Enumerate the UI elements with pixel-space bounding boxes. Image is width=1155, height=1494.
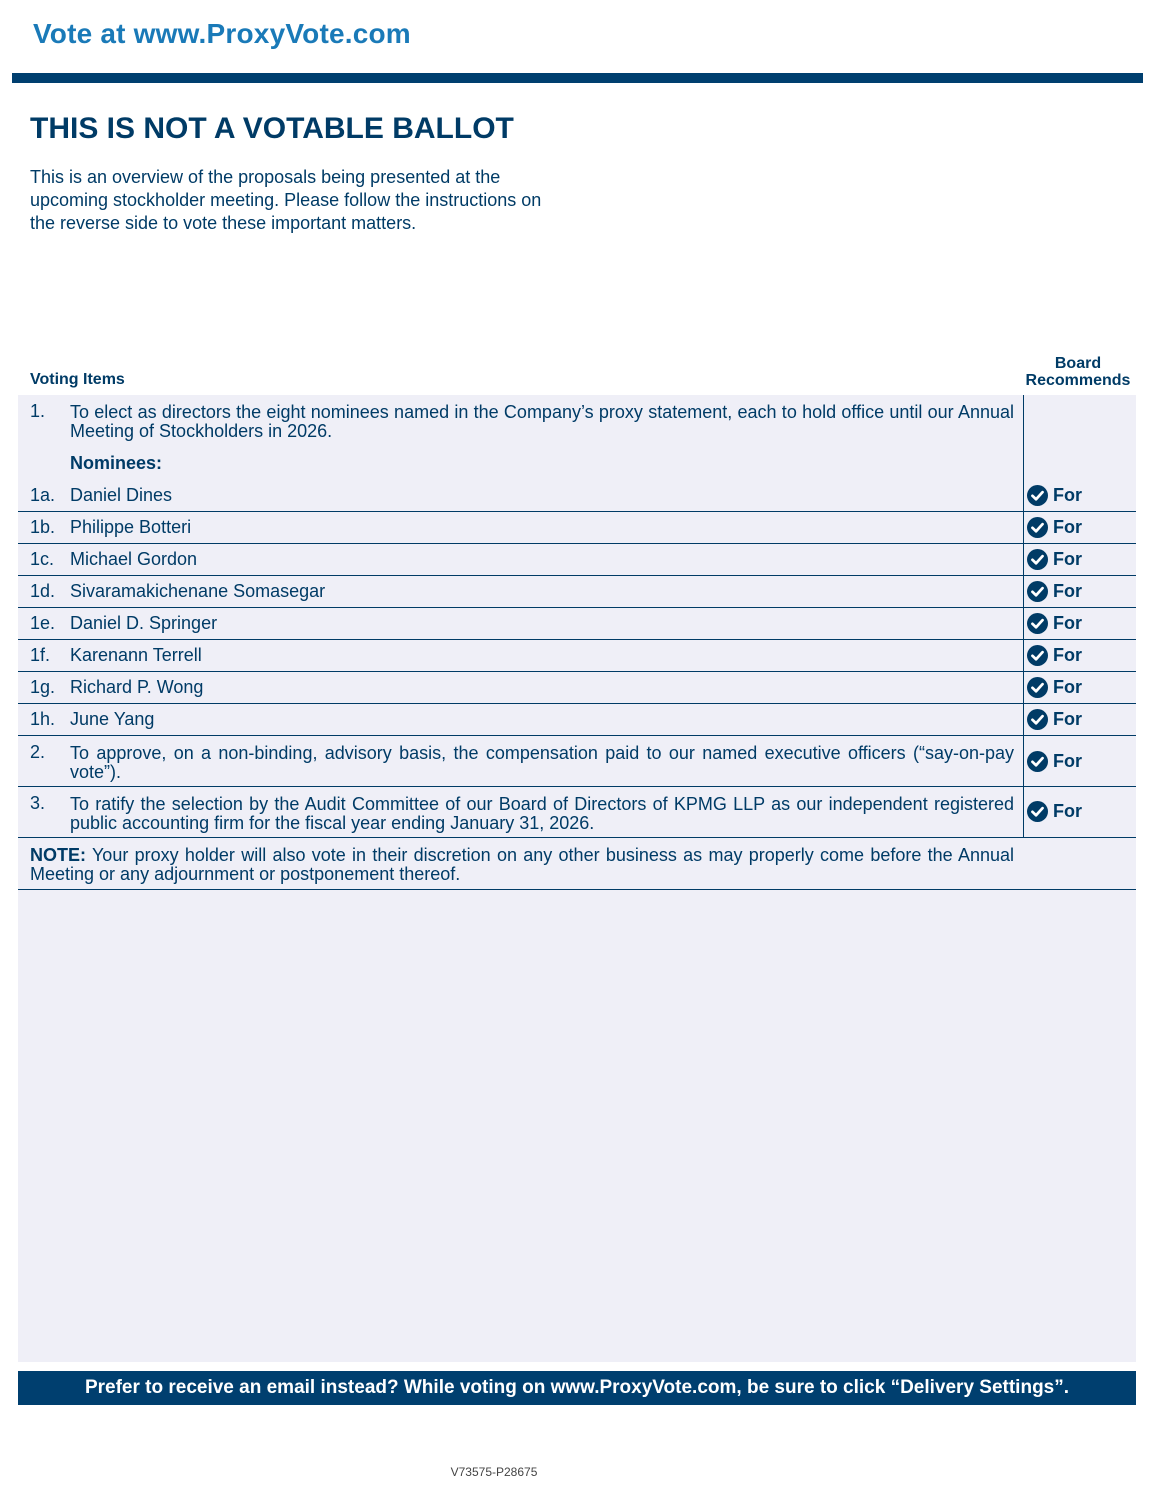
proposal-3-row [18, 787, 1136, 838]
nominee-row [18, 544, 1136, 576]
nominee-name: Sivaramakichenane Somasegar [70, 581, 326, 601]
board-recommendation [1027, 751, 1082, 772]
recommendation-label: For [1053, 709, 1082, 729]
check-circle-icon [1027, 549, 1048, 570]
nominee-number: 1a. [30, 485, 56, 505]
board-recommendation [1027, 485, 1082, 506]
document-code: V73575-P28675 [450, 1465, 538, 1479]
check-circle-icon [1027, 485, 1048, 506]
board-recommendation [1027, 517, 1082, 538]
recommendation-label: For [1053, 517, 1082, 537]
nominee-number: 1f. [30, 645, 51, 665]
check-circle-icon [1027, 709, 1048, 730]
voting-items-panel [18, 395, 1136, 1362]
recommendation-label: For [1053, 801, 1082, 821]
board-recommendation [1027, 709, 1082, 730]
page-title: THIS IS NOT A VOTABLE BALLOT [30, 112, 514, 145]
note-text [30, 846, 1014, 884]
note-divider [18, 889, 1136, 890]
nominee-row [18, 608, 1136, 640]
note-body: Your proxy holder will also vote in their discretion on any other business as may properly come before the Annual Meeting or any adjournment or postponement thereof. [30, 845, 1014, 884]
board-recommendation [1027, 581, 1082, 602]
board-recommendation [1027, 613, 1082, 634]
recommendation-label: For [1053, 549, 1082, 569]
nominee-name: Michael Gordon [70, 549, 198, 569]
recommendation-label: For [1053, 581, 1082, 601]
board-recommendation [1027, 549, 1082, 570]
voting-items-header: Voting Items [30, 371, 125, 388]
nominee-row [18, 704, 1136, 736]
nominee-name: June Yang [70, 709, 155, 729]
board-recommends-line2: Recommends [1025, 372, 1131, 389]
recommendation-label: For [1053, 751, 1082, 771]
proposal-2-row [18, 736, 1136, 787]
nominees-label: Nominees: [70, 453, 163, 473]
nominee-name: Karenann Terrell [70, 645, 202, 665]
nominee-number: 1g. [30, 677, 56, 697]
recommendation-label: For [1053, 645, 1082, 665]
check-circle-icon [1027, 801, 1048, 822]
check-circle-icon [1027, 645, 1048, 666]
nominee-number: 1d. [30, 581, 56, 601]
nominee-name: Daniel Dines [70, 485, 173, 505]
nominee-row [18, 672, 1136, 704]
check-circle-icon [1027, 751, 1048, 772]
email-delivery-banner: Prefer to receive an email instead? While voting on www.ProxyVote.com, be sure to click “Delivery Settings”. [18, 1371, 1136, 1405]
check-circle-icon [1027, 613, 1048, 634]
board-recommendation [1027, 801, 1082, 822]
board-recommends-line1: Board [1054, 355, 1102, 372]
note-label: NOTE: [30, 845, 86, 865]
intro-text: This is an overview of the proposals being presented at the upcoming stockholder meeting. Please follow the instructions on the reverse side to vote these important matters. [30, 167, 542, 233]
check-circle-icon [1027, 581, 1048, 602]
header-divider [12, 73, 1143, 83]
check-circle-icon [1027, 517, 1048, 538]
nominee-number: 1h. [30, 709, 56, 729]
nominee-row [18, 512, 1136, 544]
proposal-text: To approve, on a non-binding, advisory basis, the compensation paid to our named executive officers (“say-on-pay vote”). [70, 743, 1014, 782]
nominee-name: Daniel D. Springer [70, 613, 218, 633]
vote-at-link[interactable]: Vote at www.ProxyVote.com [33, 18, 411, 49]
recommendation-label: For [1053, 677, 1082, 697]
recommendation-label: For [1053, 485, 1082, 505]
proposal-text: To ratify the selection by the Audit Committee of our Board of Directors of KPMG LLP as our independent registered public accounting firm for the fiscal year ending January 31, 2026. [70, 794, 1014, 833]
proposal-number: 2. [30, 742, 46, 762]
nominee-number: 1e. [30, 613, 56, 633]
proposal-text: To elect as directors the eight nominees named in the Company’s proxy statement, each to hold office until our Annual Meeting of Stockholders in 2026. [70, 402, 1014, 441]
board-recommends-header [1018, 355, 1138, 389]
nominee-number: 1c. [30, 549, 55, 569]
check-circle-icon [1027, 677, 1048, 698]
recommendation-label: For [1053, 613, 1082, 633]
nominee-name: Philippe Botteri [70, 517, 192, 537]
nominee-name: Richard P. Wong [70, 677, 204, 697]
proposal-1-row [18, 395, 1136, 512]
board-recommendation [1027, 645, 1082, 666]
nominee-number: 1b. [30, 517, 56, 537]
proposal-number: 3. [30, 793, 46, 813]
proposal-number: 1. [30, 401, 46, 421]
nominee-row [18, 576, 1136, 608]
board-recommendation [1027, 677, 1082, 698]
nominee-row [18, 640, 1136, 672]
